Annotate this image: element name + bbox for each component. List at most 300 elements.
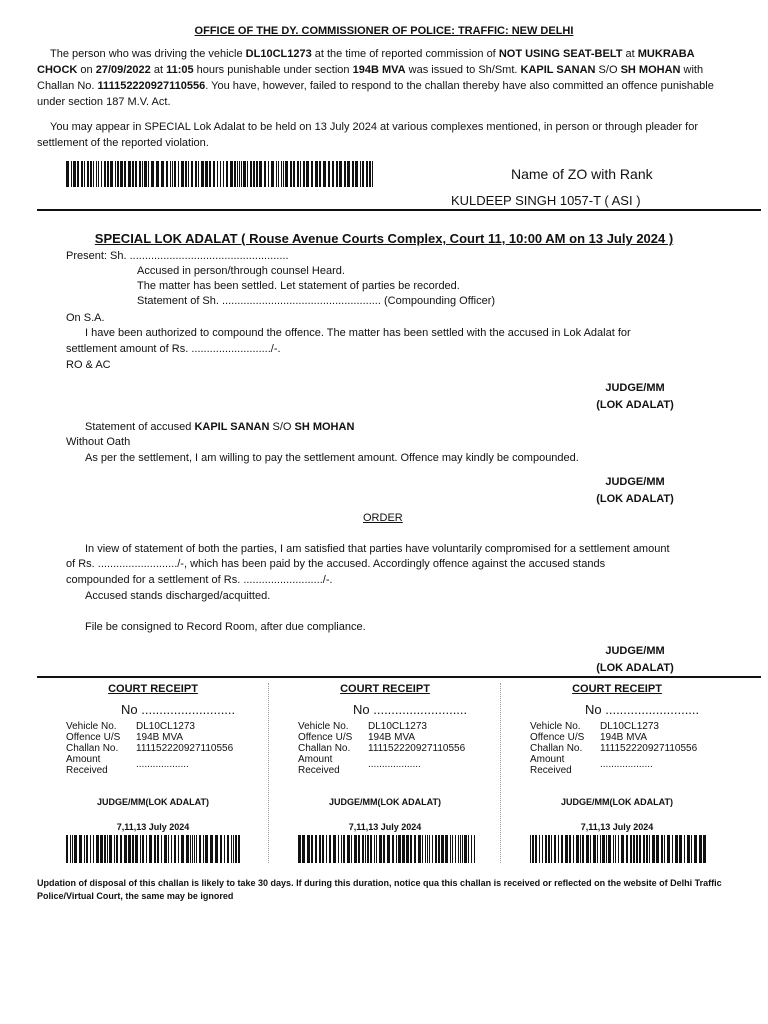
barcode-bar [435, 835, 437, 863]
barcode-bar [278, 161, 279, 187]
judge-signature-1 [575, 380, 695, 414]
barcode-bar [362, 161, 364, 187]
barcode-bar [315, 835, 317, 863]
vehicle-number: DL10CL1273 [245, 48, 312, 60]
ro-ac-line: RO & AC [66, 359, 111, 371]
barcode-bar [458, 835, 459, 863]
challan-barcode [66, 161, 375, 187]
appearance-paragraph: You may appear in SPECIAL Lok Adalat to be held on 13 July 2024 at various complexes mentioned, in person or through pleader for settlement of the reported violation. [37, 121, 698, 149]
barcode-bar [339, 161, 342, 187]
barcode-bar [205, 835, 208, 863]
barcode-bar [276, 161, 277, 187]
barcode-bar [661, 835, 663, 863]
barcode-bar [545, 835, 547, 863]
consigned-line: File be consigned to Record Room, after due compliance. [85, 621, 366, 633]
barcode-bar [139, 161, 141, 187]
barcode-bar [554, 835, 556, 863]
barcode-bar [154, 835, 156, 863]
barcode-bar [441, 835, 444, 863]
receipt-title: COURT RECEIPT [108, 683, 198, 695]
divider [37, 676, 761, 678]
barcode-bar [140, 835, 141, 863]
barcode-bar [639, 835, 641, 863]
barcode-bar [181, 161, 184, 187]
offence-section: 194B MVA [352, 64, 406, 76]
barcode-bar [646, 835, 648, 863]
without-oath-line: Without Oath [66, 436, 131, 448]
barcode-bar [438, 835, 440, 863]
barcode-bar [93, 161, 94, 187]
barcode-bar [66, 161, 69, 187]
barcode-bar [226, 161, 228, 187]
barcode-bar [691, 835, 692, 863]
receipt-received: Received [66, 765, 108, 776]
barcode-bar [649, 835, 650, 863]
barcode-bar [190, 835, 191, 863]
barcode-bar [174, 835, 176, 863]
barcode-bar [217, 161, 218, 187]
barcode-bar [338, 835, 339, 863]
receipt-number: No .......................... [353, 702, 468, 717]
lok-adalat-label: (LOK ADALAT) [596, 662, 674, 674]
barcode-bar [396, 835, 397, 863]
receipt-offence: Offence U/S 194B MVA [530, 732, 648, 743]
barcode-bar [171, 835, 172, 863]
receipt-barcode [298, 835, 476, 863]
barcode-bar [626, 835, 628, 863]
barcode-bar [392, 835, 394, 863]
barcode-bar [293, 161, 295, 187]
barcode-bar [142, 161, 143, 187]
judge-label: JUDGE/MM [605, 476, 665, 488]
receipt-number: No .......................... [121, 702, 236, 717]
barcode-bar [300, 161, 301, 187]
barcode-bar [116, 835, 118, 863]
barcode-bar [322, 835, 324, 863]
receipt-challan: Challan No. 111152220927110556 [530, 743, 698, 754]
barcode-bar [328, 161, 330, 187]
barcode-bar [81, 161, 83, 187]
barcode-bar [675, 835, 678, 863]
barcode-bar [297, 161, 299, 187]
barcode-bar [445, 835, 448, 863]
receipt-barcode [530, 835, 708, 863]
receipt-amount: Amount ................... [298, 754, 421, 770]
barcode-bar [460, 835, 461, 863]
barcode-bar [151, 161, 154, 187]
receipt-received: Received [530, 765, 572, 776]
barcode-bar [90, 835, 91, 863]
barcode-bar [326, 835, 327, 863]
barcode-bar [213, 161, 215, 187]
barcode-bar [306, 161, 309, 187]
barcode-bar [209, 161, 211, 187]
barcode-bar [600, 835, 601, 863]
barcode-bar [285, 161, 288, 187]
barcode-bar [354, 835, 357, 863]
barcode-bar [530, 835, 531, 863]
order-line-1: In view of statement of both the parties, I am satisfied that parties have voluntarily compromised for a settlement amount [85, 543, 670, 555]
barcode-bar [630, 835, 632, 863]
barcode-bar [427, 835, 428, 863]
barcode-bar [234, 161, 236, 187]
barcode-bar [358, 835, 360, 863]
barcode-bar [135, 835, 138, 863]
barcode-bar [302, 835, 305, 863]
barcode-bar [161, 161, 164, 187]
divider [37, 209, 761, 211]
accused-name: KAPIL SANAN [520, 64, 596, 76]
barcode-bar [576, 835, 579, 863]
barcode-bar [174, 161, 176, 187]
barcode-bar [161, 835, 162, 863]
statement-accused-line: Statement of accused KAPIL SANAN S/O SH MOHAN [85, 421, 355, 433]
barcode-bar [590, 835, 591, 863]
barcode-bar [235, 835, 237, 863]
barcode-bar [230, 161, 233, 187]
barcode-bar [188, 161, 189, 187]
barcode-bar [455, 835, 456, 863]
barcode-bar [243, 161, 246, 187]
receipt-challan: Challan No. 111152220927110556 [298, 743, 466, 754]
barcode-bar [281, 161, 282, 187]
barcode-bar [615, 835, 616, 863]
barcode-bar [474, 835, 475, 863]
barcode-bar [551, 835, 552, 863]
zo-label: Name of ZO with Rank [511, 166, 653, 182]
offence-name: NOT USING SEAT-BELT [498, 48, 623, 60]
barcode-bar [365, 835, 366, 863]
barcode-bar [333, 835, 336, 863]
barcode-bar [406, 835, 409, 863]
barcode-bar [586, 835, 589, 863]
barcode-bar [73, 161, 76, 187]
barcode-bar [146, 835, 147, 863]
barcode-bar [268, 161, 269, 187]
barcode-bar [231, 835, 232, 863]
barcode-bar [238, 835, 240, 863]
barcode-bar [387, 835, 390, 863]
barcode-bar [565, 835, 568, 863]
present-line: Present: Sh. .................................................... [66, 250, 289, 262]
receipt-received: Received [298, 765, 340, 776]
judge-signature-3 [575, 643, 695, 677]
authorized-line-2: settlement amount of Rs. ........................../-. [66, 343, 281, 355]
barcode-bar [178, 161, 179, 187]
barcode-bar [283, 161, 284, 187]
barcode-bar [347, 835, 350, 863]
barcode-bar [117, 161, 119, 187]
barcode-bar [77, 161, 79, 187]
judge-signature-2 [575, 474, 695, 508]
receipt-date: 7,11,13 July 2024 [580, 822, 654, 832]
barcode-bar [410, 835, 412, 863]
barcode-bar [104, 161, 106, 187]
barcode-bar [582, 835, 584, 863]
barcode-bar [352, 161, 354, 187]
barcode-bar [170, 161, 171, 187]
barcode-bar [370, 835, 372, 863]
barcode-bar [569, 835, 571, 863]
receipt-barcode [66, 835, 244, 863]
statement-officer-line: Statement of Sh. .................................................... (Compounding Officer) [137, 295, 496, 307]
barcode-bar [168, 835, 169, 863]
barcode-bar [144, 161, 147, 187]
barcode-bar [429, 835, 430, 863]
barcode-bar [608, 835, 611, 863]
offence-date: 27/09/2022 [95, 64, 151, 76]
footer-note: Updation of disposal of this challan is likely to take 30 days. If during this duration, notice qua this challan is received or reflected on the website of Delhi Traffic Police/Virtual Court, the same may be ignored [37, 878, 722, 901]
barcode-bar [191, 161, 193, 187]
barcode-bar [247, 161, 248, 187]
accused-father: SH MOHAN [620, 64, 681, 76]
barcode-bar [203, 835, 204, 863]
barcode-bar [210, 835, 213, 863]
barcode-bar [633, 835, 635, 863]
barcode-bar [351, 835, 352, 863]
lok-adalat-label: (LOK ADALAT) [596, 493, 674, 505]
barcode-bar [367, 835, 369, 863]
barcode-bar [227, 835, 229, 863]
receipt-amount: Amount ................... [66, 754, 189, 770]
barcode-bar [311, 835, 313, 863]
barcode-bar [679, 835, 682, 863]
barcode-bar [383, 835, 385, 863]
barcode-bar [672, 835, 673, 863]
barcode-bar [341, 835, 342, 863]
barcode-bar [398, 835, 401, 863]
barcode-bar [87, 161, 89, 187]
barcode-bar [418, 835, 421, 863]
page-title: OFFICE OF THE DY. COMMISSIONER OF POLICE: TRAFFIC: NEW DELHI [194, 25, 574, 37]
barcode-bar [468, 835, 469, 863]
barcode-bar [347, 161, 350, 187]
barcode-bar [109, 835, 112, 863]
notice-paragraph: The person who was driving the vehicle DL10CL1273 at the time of reported commission of NOT USING SEAT-BELT at MUKRABA CHOCK on 27/09/2022 at 11:05 hours punishable under section 194B MVA was issued to Sh/Smt. KAPIL SANAN S/O SH MOHAN with Challan No. 111152220927110556. You have, however, failed to respond to the challan thereby have also committed an offence punishable under section 187 M.V. Act. [37, 48, 714, 108]
barcode-bar [70, 835, 71, 863]
barcode-bar [315, 161, 318, 187]
barcode-bar [107, 161, 109, 187]
barcode-bar [636, 835, 638, 863]
barcode-bar [100, 835, 103, 863]
barcode-bar [205, 161, 208, 187]
order-line-3: compounded for a settlement of Rs. ........................../-. [66, 574, 333, 586]
barcode-bar [602, 835, 605, 863]
barcode-bar [256, 161, 258, 187]
receipt-date: 7,11,13 July 2024 [348, 822, 422, 832]
receipt-title: COURT RECEIPT [572, 683, 662, 695]
barcode-bar [115, 161, 116, 187]
barcode-bar [233, 835, 234, 863]
barcode-bar [656, 835, 659, 863]
barcode-bar [699, 835, 702, 863]
discharged-line: Accused stands discharged/acquitted. [85, 590, 271, 602]
barcode-bar [79, 835, 82, 863]
offence-place: MUKRABA CHOCK [37, 48, 695, 76]
barcode-bar [362, 835, 364, 863]
barcode-bar [618, 835, 619, 863]
barcode-bar [215, 835, 218, 863]
barcode-bar [425, 835, 426, 863]
receipt-challan: Challan No. 111152220927110556 [66, 743, 234, 754]
barcode-bar [96, 835, 99, 863]
barcode-bar [307, 835, 310, 863]
barcode-bar [414, 835, 416, 863]
barcode-bar [250, 161, 252, 187]
barcode-bar [311, 161, 313, 187]
barcode-bar [198, 161, 199, 187]
barcode-bar [703, 835, 706, 863]
barcode-bar [684, 835, 685, 863]
barcode-bar [319, 835, 321, 863]
lok-adalat-title: SPECIAL LOK ADALAT ( Rouse Avenue Courts Complex, Court 11, 10:00 AM on 13 July 2024 ) [94, 231, 674, 246]
receipt-amount: Amount ................... [530, 754, 653, 770]
barcode-bar [542, 835, 543, 863]
barcode-bar [93, 835, 94, 863]
on-sa-line: On S.A. [66, 312, 105, 324]
barcode-bar [84, 835, 85, 863]
barcode-bar [220, 161, 221, 187]
court-receipt-2 [269, 680, 501, 866]
judge-label: JUDGE/MM [605, 382, 665, 394]
barcode-bar [471, 835, 472, 863]
barcode-bar [329, 835, 331, 863]
lok-adalat-label: (LOK ADALAT) [596, 399, 674, 411]
barcode-bar [128, 161, 131, 187]
barcode-bar [298, 835, 301, 863]
barcode-bar [101, 161, 102, 187]
barcode-bar [253, 161, 255, 187]
barcode-bar [84, 161, 85, 187]
barcode-bar [593, 835, 596, 863]
heard-line: Accused in person/through counsel Heard. [137, 265, 345, 277]
receipt-offence: Offence U/S 194B MVA [66, 732, 184, 743]
barcode-bar [110, 161, 113, 187]
barcode-bar [355, 161, 358, 187]
barcode-bar [366, 161, 368, 187]
order-line-2: of Rs. ........................../-, which has been paid by the accused. Accordingly offence against the accused stands [66, 558, 606, 570]
barcode-bar [580, 835, 581, 863]
barcode-bar [86, 835, 88, 863]
barcode-bar [573, 835, 574, 863]
barcode-bar [132, 161, 134, 187]
barcode-bar [220, 835, 222, 863]
barcode-bar [120, 161, 123, 187]
barcode-bar [548, 835, 550, 863]
barcode-bar [201, 161, 204, 187]
barcode-bar [271, 161, 274, 187]
barcode-bar [237, 161, 238, 187]
barcode-bar [323, 161, 326, 187]
receipt-title: COURT RECEIPT [340, 683, 430, 695]
barcode-bar [664, 835, 665, 863]
barcode-bar [124, 161, 126, 187]
receipt-number: No .......................... [585, 702, 700, 717]
barcode-bar [402, 835, 405, 863]
barcode-bar [450, 835, 451, 863]
barcode-bar [561, 835, 563, 863]
barcode-bar [196, 835, 197, 863]
barcode-bar [186, 835, 189, 863]
barcode-bar [372, 161, 373, 187]
barcode-bar [687, 835, 690, 863]
barcode-bar [319, 161, 321, 187]
barcode-bar [181, 835, 184, 863]
barcode-bar [90, 161, 92, 187]
barcode-bar [290, 161, 292, 187]
barcode-bar [107, 835, 108, 863]
barcode-bar [535, 835, 537, 863]
receipt-judge: JUDGE/MM(LOK ADALAT) [329, 797, 441, 807]
barcode-bar [379, 835, 382, 863]
barcode-bar [124, 835, 127, 863]
receipt-offence: Offence U/S 194B MVA [298, 732, 416, 743]
receipt-judge: JUDGE/MM(LOK ADALAT) [97, 797, 209, 807]
barcode-bar [462, 835, 463, 863]
barcode-bar [376, 835, 377, 863]
barcode-bar [224, 835, 225, 863]
order-heading: ORDER [363, 512, 403, 524]
barcode-bar [332, 161, 334, 187]
barcode-bar [223, 161, 224, 187]
barcode-bar [172, 161, 173, 187]
barcode-bar [120, 835, 122, 863]
barcode-bar [195, 161, 197, 187]
barcode-bar [259, 161, 262, 187]
barcode-bar [369, 161, 371, 187]
barcode-bar [185, 161, 187, 187]
barcode-bar [336, 161, 338, 187]
barcode-bar [135, 161, 137, 187]
judge-label: JUDGE/MM [605, 645, 665, 657]
receipt-vehicle: Vehicle No. DL10CL1273 [530, 721, 659, 732]
barcode-bar [128, 835, 131, 863]
receipt-vehicle: Vehicle No. DL10CL1273 [298, 721, 427, 732]
barcode-bar [72, 835, 73, 863]
court-receipt-3 [501, 680, 733, 866]
barcode-bar [303, 161, 305, 187]
barcode-bar [178, 835, 179, 863]
zo-name: KULDEEP SINGH 1057-T ( ASI ) [451, 193, 641, 208]
offence-time: 11:05 [166, 64, 194, 76]
barcode-bar [343, 835, 345, 863]
barcode-bar [166, 161, 168, 187]
barcode-bar [452, 835, 453, 863]
barcode-bar [532, 835, 534, 863]
barcode-bar [104, 835, 106, 863]
barcode-bar [194, 835, 195, 863]
barcode-bar [464, 835, 467, 863]
barcode-bar [606, 835, 607, 863]
barcode-bar [558, 835, 559, 863]
barcode-bar [360, 161, 361, 187]
barcode-bar [164, 835, 167, 863]
barcode-bar [71, 161, 72, 187]
barcode-bar [148, 161, 149, 187]
barcode-bar [142, 835, 144, 863]
receipt-date: 7,11,13 July 2024 [116, 822, 190, 832]
barcode-bar [621, 835, 624, 863]
barcode-bar [643, 835, 645, 863]
barcode-bar [374, 835, 375, 863]
barcode-bar [98, 161, 99, 187]
barcode-bar [694, 835, 697, 863]
receipt-vehicle: Vehicle No. DL10CL1273 [66, 721, 195, 732]
barcode-bar [264, 161, 266, 187]
receipt-judge: JUDGE/MM(LOK ADALAT) [561, 797, 673, 807]
barcode-bar [344, 161, 346, 187]
barcode-bar [66, 835, 68, 863]
